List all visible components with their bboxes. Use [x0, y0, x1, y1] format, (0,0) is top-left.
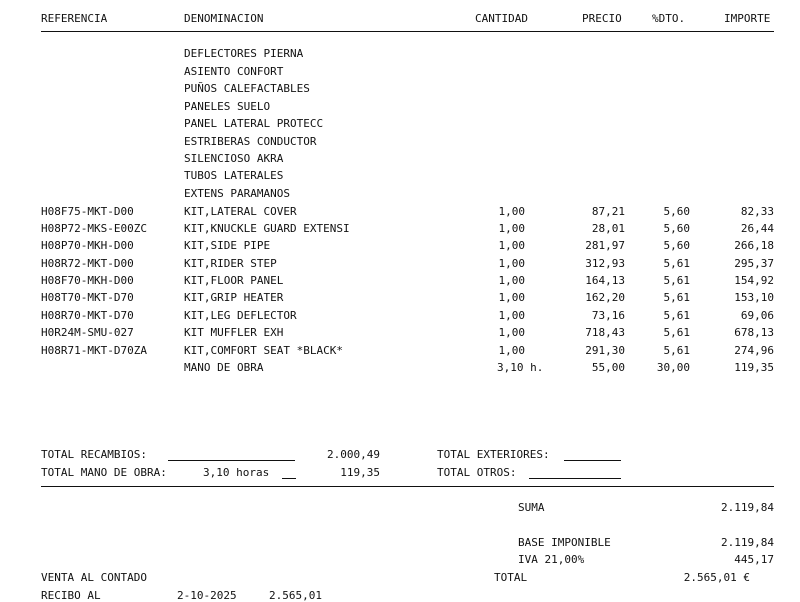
- row-importe: 295,37: [734, 257, 774, 270]
- total-value: 2.565,01 €: [683, 571, 750, 584]
- total-recambios-blank: [168, 460, 295, 461]
- total-recambios-value: 2.000,49: [327, 448, 380, 461]
- header-cantidad: CANTIDAD: [475, 12, 528, 25]
- row-ref: H08R71-MKT-D70ZA: [41, 344, 147, 357]
- row-denom: KIT MUFFLER EXH: [184, 326, 284, 339]
- row-importe: 82,33: [740, 205, 774, 218]
- row-importe: 69,06: [740, 309, 774, 322]
- total-mano-value: 119,35: [340, 466, 380, 479]
- recibo-importe: 2.565,01: [269, 589, 322, 602]
- totals-rule: [41, 486, 774, 487]
- row-cantidad: 3,10 h.: [497, 361, 544, 374]
- desc-line: TUBOS LATERALES: [184, 169, 284, 182]
- desc-line: EXTENS PARAMANOS: [184, 187, 290, 200]
- row-ref: H08P72-MKS-E00ZC: [41, 222, 147, 235]
- row-importe: 678,13: [734, 326, 774, 339]
- row-precio: 312,93: [585, 257, 625, 270]
- header-denominacion: DENOMINACION: [184, 12, 264, 25]
- desc-line: PANEL LATERAL PROTECC: [184, 117, 324, 130]
- row-importe: 119,35: [734, 361, 774, 374]
- row-ref: H08P70-MKH-D00: [41, 239, 134, 252]
- row-ref: H08F75-MKT-D00: [41, 205, 134, 218]
- header-precio: PRECIO: [582, 12, 622, 25]
- iva-label: IVA 21,00%: [518, 553, 585, 566]
- row-ref: H08R72-MKT-D00: [41, 257, 134, 270]
- row-dto: 5,61: [663, 344, 690, 357]
- row-denom: KIT,GRIP HEATER: [184, 291, 284, 304]
- row-denom: KIT,LATERAL COVER: [184, 205, 297, 218]
- total-exteriores-blank: [564, 460, 621, 461]
- header-dto: %DTO.: [652, 12, 686, 25]
- row-cantidad: 1,00: [498, 344, 525, 357]
- row-dto: 5,60: [663, 222, 690, 235]
- row-precio: 55,00: [591, 361, 625, 374]
- row-ref: H0R24M-SMU-027: [41, 326, 134, 339]
- row-denom: KIT,SIDE PIPE: [184, 239, 271, 252]
- row-importe: 274,96: [734, 344, 774, 357]
- row-denom: MANO DE OBRA: [184, 361, 264, 374]
- header-rule: [41, 31, 774, 32]
- row-precio: 291,30: [585, 344, 625, 357]
- recibo-fecha: 2-10-2025: [177, 589, 237, 602]
- row-ref: H08T70-MKT-D70: [41, 291, 134, 304]
- row-dto: 5,61: [663, 291, 690, 304]
- row-cantidad: 1,00: [498, 326, 525, 339]
- row-dto: 5,60: [663, 239, 690, 252]
- desc-line: ASIENTO CONFORT: [184, 65, 284, 78]
- row-precio: 162,20: [585, 291, 625, 304]
- row-cantidad: 1,00: [498, 205, 525, 218]
- total-otros-blank: [529, 478, 621, 479]
- row-dto: 5,61: [663, 274, 690, 287]
- row-dto: 5,61: [663, 326, 690, 339]
- row-dto: 5,61: [663, 257, 690, 270]
- row-cantidad: 1,00: [498, 222, 525, 235]
- header-referencia: REFERENCIA: [41, 12, 108, 25]
- desc-line: PUÑOS CALEFACTABLES: [184, 82, 310, 95]
- total-otros-label: TOTAL OTROS:: [437, 466, 517, 479]
- desc-line: PANELES SUELO: [184, 100, 271, 113]
- desc-line: ESTRIBERAS CONDUCTOR: [184, 135, 317, 148]
- row-precio: 73,16: [591, 309, 625, 322]
- row-precio: 87,21: [591, 205, 625, 218]
- row-precio: 28,01: [591, 222, 625, 235]
- row-precio: 718,43: [585, 326, 625, 339]
- row-importe: 154,92: [734, 274, 774, 287]
- row-denom: KIT,KNUCKLE GUARD EXTENSI: [184, 222, 350, 235]
- total-label: TOTAL: [494, 571, 528, 584]
- iva-value: 445,17: [734, 553, 774, 566]
- suma-value: 2.119,84: [721, 501, 774, 514]
- row-cantidad: 1,00: [498, 257, 525, 270]
- row-cantidad: 1,00: [498, 239, 525, 252]
- row-cantidad: 1,00: [498, 291, 525, 304]
- row-importe: 153,10: [734, 291, 774, 304]
- total-mano-blank: [282, 478, 296, 479]
- base-imponible-label: BASE IMPONIBLE: [518, 536, 611, 549]
- desc-line: SILENCIOSO AKRA: [184, 152, 284, 165]
- total-exteriores-label: TOTAL EXTERIORES:: [437, 448, 550, 461]
- row-denom: KIT,RIDER STEP: [184, 257, 277, 270]
- total-recambios-label: TOTAL RECAMBIOS:: [41, 448, 147, 461]
- total-mano-label: TOTAL MANO DE OBRA:: [41, 466, 167, 479]
- recibo-label: RECIBO AL: [41, 589, 101, 602]
- row-importe: 26,44: [740, 222, 774, 235]
- suma-label: SUMA: [518, 501, 545, 514]
- row-dto: 30,00: [656, 361, 690, 374]
- row-cantidad: 1,00: [498, 274, 525, 287]
- row-dto: 5,61: [663, 309, 690, 322]
- row-denom: KIT,LEG DEFLECTOR: [184, 309, 297, 322]
- row-ref: H08F70-MKH-D00: [41, 274, 134, 287]
- row-denom: KIT,COMFORT SEAT *BLACK*: [184, 344, 343, 357]
- header-importe: IMPORTE: [724, 12, 771, 25]
- row-cantidad: 1,00: [498, 309, 525, 322]
- total-mano-horas: 3,10 horas: [203, 466, 270, 479]
- base-imponible-value: 2.119,84: [721, 536, 774, 549]
- venta-contado: VENTA AL CONTADO: [41, 571, 147, 584]
- row-denom: KIT,FLOOR PANEL: [184, 274, 284, 287]
- row-precio: 281,97: [585, 239, 625, 252]
- row-importe: 266,18: [734, 239, 774, 252]
- row-dto: 5,60: [663, 205, 690, 218]
- desc-line: DEFLECTORES PIERNA: [184, 47, 304, 60]
- row-precio: 164,13: [585, 274, 625, 287]
- row-ref: H08R70-MKT-D70: [41, 309, 134, 322]
